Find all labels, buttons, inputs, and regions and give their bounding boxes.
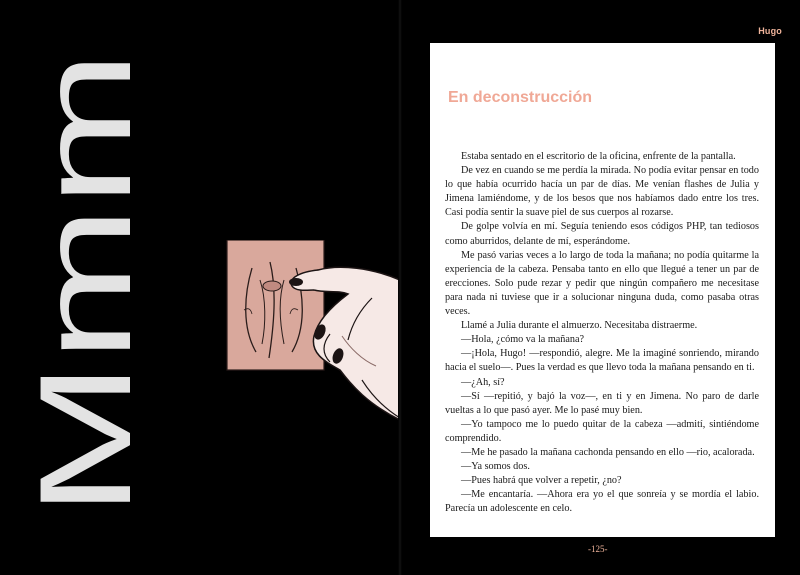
paragraph: Estaba sentado en el escritorio de la oficina, enfrente de la pantalla. <box>461 151 736 162</box>
paragraph: —Me encantaría. —Ahora era yo el que sonreía y se mordía el labio. Parecía un adolescente en celo. <box>445 489 759 515</box>
paragraph: De vez en cuando se me perdía la mirada. No podía evitar pensar en todo lo que había ocurrido hacía un par de días. Me venían flashes de Julia y Jimena lamiéndome, y de los besos que nos habíamos dado entre los tres. Casi podía sentir la suave piel de sus cuerpos al rozarse. <box>445 165 759 219</box>
paragraph: De golpe volvía en mí. Seguía teniendo esos códigos PHP, tan tediosos como aburridos, delante de mí, esperándome. <box>445 221 759 247</box>
running-head: Hugo <box>758 26 782 36</box>
chapter-title: En deconstrucción <box>448 89 593 106</box>
paragraph: —Pues habrá que volver a repetir, ¿no? <box>461 475 622 487</box>
paragraph: —Hola, ¿cómo va la mañana? <box>461 334 585 346</box>
display-word-text: Mmm <box>12 192 158 517</box>
paragraph: —Yo tampoco me lo puedo quitar de la cabeza —admití, sintiéndome comprendido. <box>445 418 759 444</box>
body-text <box>445 150 759 516</box>
paragraph: —Sí —repitió, y bajó la voz—, en ti y en Jimena. No paro de darle vueltas a lo que pasó ayer. Me lo pasé muy bien. <box>445 390 759 416</box>
card-image <box>227 240 324 370</box>
paragraph: —Ya somos dos. <box>461 461 530 473</box>
gutter <box>398 0 402 575</box>
page-number: -125- <box>588 544 608 554</box>
display-word <box>12 50 158 520</box>
paragraph: —¡Hola, Hugo! —respondió, alegre. Me la imaginé sonriendo, mirando hacia el suelo—. Pues la verdad es que llevo toda la mañana pensando en ti. <box>445 348 759 374</box>
paragraph: —¿Ah, sí? <box>461 376 505 388</box>
hand-card-illustration <box>222 240 400 420</box>
text-page <box>430 43 775 537</box>
paragraph: Llamé a Julia durante el almuerzo. Necesitaba distraerme. <box>461 320 698 332</box>
paragraph: Me pasó varias veces a lo largo de toda la mañana; no podía quitarme la experiencia de la cabeza. Pensaba tanto en ello que llegué a tener un par de erecciones. Solo pude rezar y pedir que ningún compañero me necesitase para nada ni tuviese que ir a solucionar ninguna duda, como pasaba otras veces. <box>445 249 759 318</box>
paragraph: —Me he pasado la mañana cachonda pensando en ello —rio, acalorada. <box>461 446 755 458</box>
